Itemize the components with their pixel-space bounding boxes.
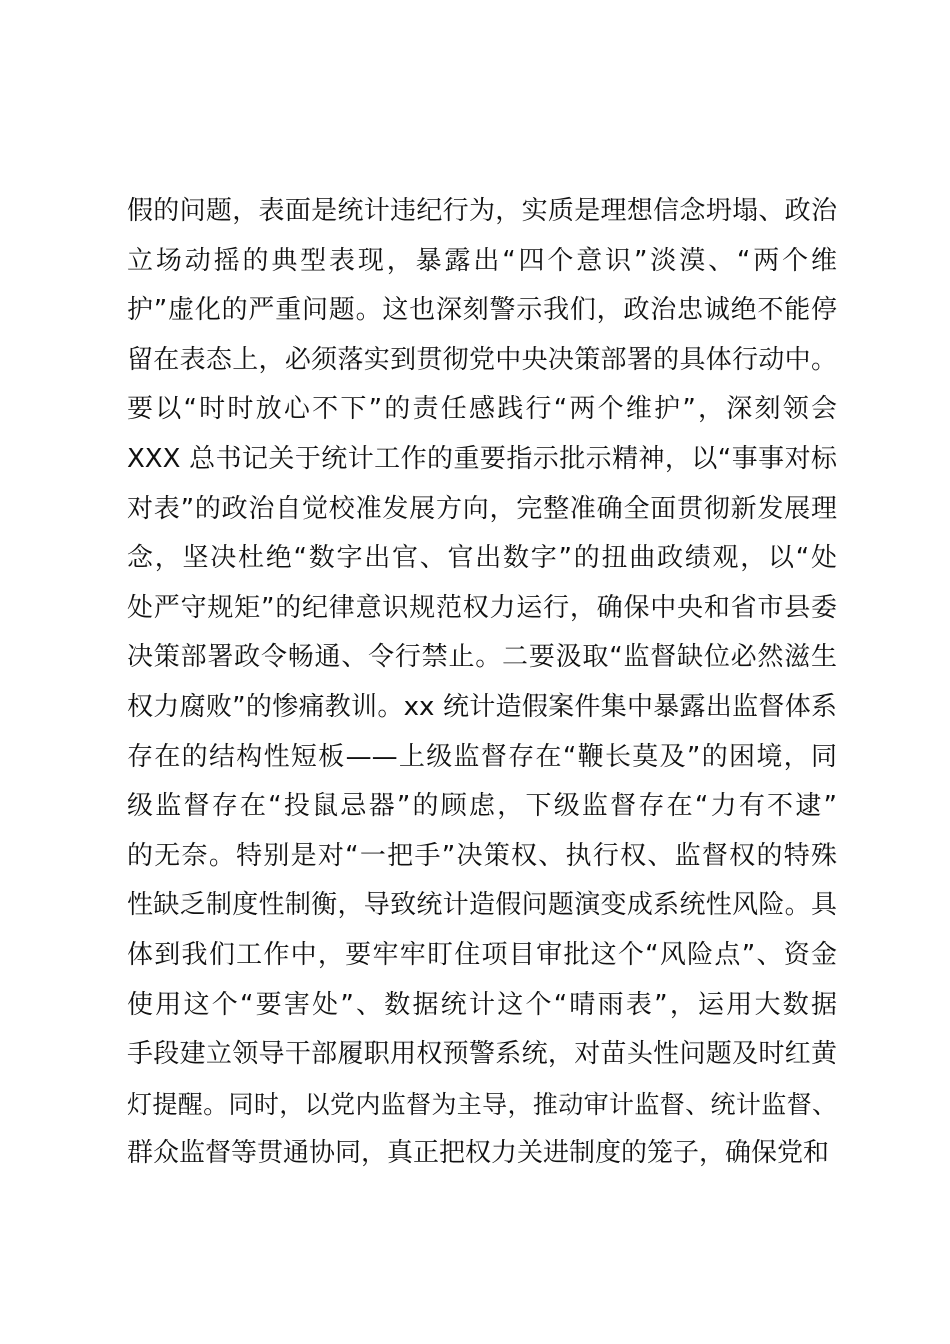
text-line: 对表”的政治自觉校准发展方向，完整准确全面贯彻新发展理 — [127, 493, 837, 524]
text-line: 决策部署政令畅通、令行禁止。二要汲取“监督缺位必然滋生 — [127, 642, 837, 673]
text-line: 使用这个“要害处”、数据统计这个“晴雨表”，运用大数据 — [127, 989, 837, 1020]
text-line: 立场动摇的典型表现，暴露出“四个意识”淡漠、“两个维 — [127, 245, 837, 276]
text-line: 念，坚决杜绝“数字出官、官出数字”的扭曲政绩观，以“处 — [127, 543, 837, 574]
text-line: 群众监督等贯通协同，真正把权力关进制度的笼子，确保党和 — [127, 1138, 830, 1169]
text-line: 灯提醒。同时，以党内监督为主导，推动审计监督、统计监督、 — [127, 1089, 837, 1119]
text-line: 要以“时时放心不下”的责任感践行“两个维护”，深刻领会 — [127, 394, 837, 425]
text-line: 存在的结构性短板——上级监督存在“鞭长莫及”的困境，同 — [127, 741, 837, 772]
text-line: 的无奈。特别是对“一把手”决策权、执行权、监督权的特殊 — [127, 840, 837, 871]
text-line: 手段建立领导干部履职用权预警系统，对苗头性问题及时红黄 — [127, 1039, 837, 1070]
text-line: 权力腐败”的惨痛教训。xx 统计造假案件集中暴露出监督体系 — [127, 691, 837, 722]
text-line: 处严守规矩”的纪律意识规范权力运行，确保中央和省市县委 — [127, 592, 837, 623]
text-line: 留在表态上，必须落实到贯彻党中央决策部署的具体行动中。 — [127, 344, 837, 375]
text-line: XXX 总书记关于统计工作的重要指示批示精神，以“事事对标 — [127, 443, 837, 474]
text-line: 护”虚化的严重问题。这也深刻警示我们，政治忠诚绝不能停 — [127, 295, 837, 326]
text-line: 性缺乏制度性制衡，导致统计造假问题演变成系统性风险。具 — [127, 890, 837, 921]
body-text — [127, 187, 837, 1179]
text-line: 级监督存在“投鼠忌器”的顾虑，下级监督存在“力有不逮” — [127, 791, 837, 822]
text-line: 体到我们工作中，要牢牢盯住项目审批这个“风险点”、资金 — [127, 939, 837, 970]
text-line: 假的问题，表面是统计违纪行为，实质是理想信念坍塌、政治 — [127, 196, 837, 226]
